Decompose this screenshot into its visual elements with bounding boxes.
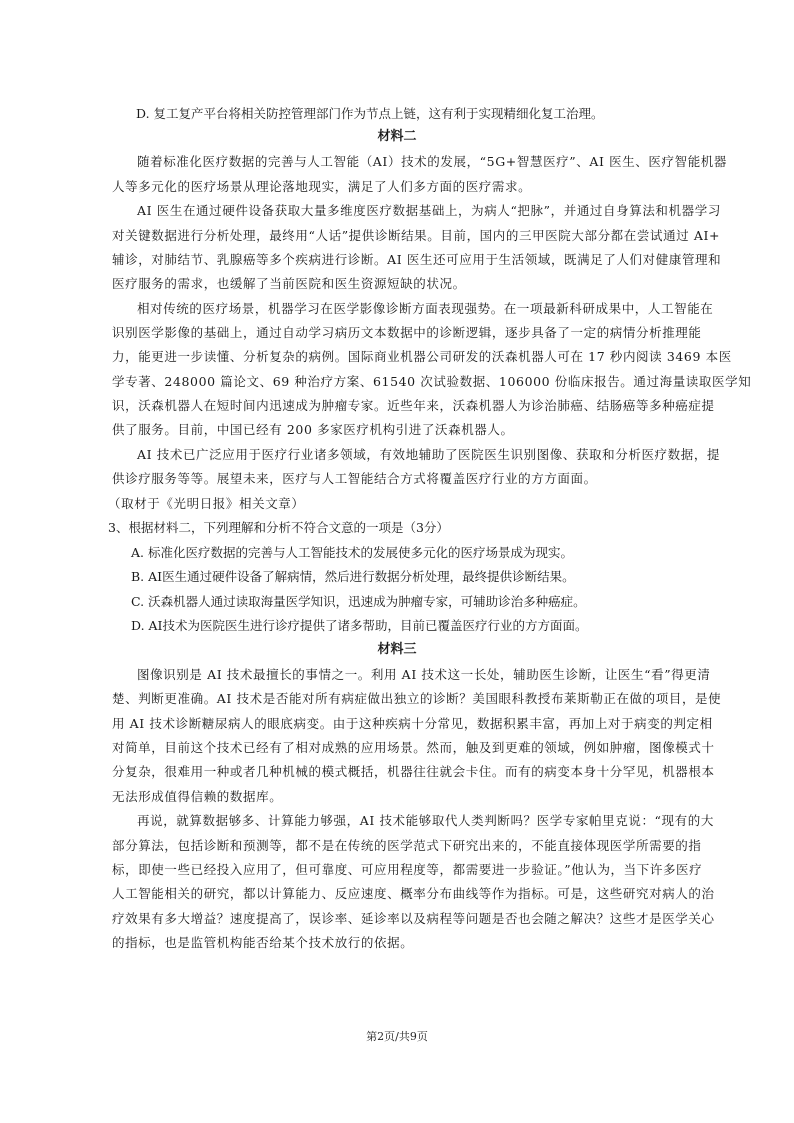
question3-option-c: C. 沃森机器人通过读取海量医学知识，迅速成为肿瘤专家，可辅助诊治多种癌症。	[131, 594, 586, 609]
m3-p2-line: 部分算法，包括诊断和预测等，都不是在传统的医学范式下研究出来的，不能直接体现医学所需要的指	[112, 838, 702, 853]
m2-p2-line: 对关键数据进行分析处理，最终用“人话”提供诊断结果。目前，国内的三甲医院大部分都在尝试通过 AI+	[112, 228, 721, 243]
m3-p1-line: 无法形成值得信赖的数据库。	[112, 789, 283, 804]
question3-option-a: A. 标准化医疗数据的完善与人工智能技术的发展使多元化的医疗场景成为现实。	[131, 545, 573, 560]
m3-p2-line: 人工智能相关的研究，都以计算能力、反应速度、概率分布曲线等作为指标。可是，这些研究对病人的治	[112, 886, 715, 901]
m2-p4-line: AI 技术已广泛应用于医疗行业诸多领域，有效地辅助了医院医生识别图像、获取和分析医疗数据，提	[137, 447, 721, 462]
m2-p1-line: 随着标准化医疗数据的完善与人工智能（AI）技术的发展，“5G+智慧医疗”、AI 医生、医疗智能机器	[137, 154, 727, 169]
m3-p1-line: 用 AI 技术诊断糖尿病人的眼底病变。由于这种疾病十分常见，数据积累丰富，再加上对于病变的判定相	[112, 716, 713, 731]
m2-source: （取材于《光明日报》相关文章）	[108, 496, 305, 511]
m3-p2-line: 再说，就算数据够多、计算能力够强，AI 技术能够取代人类判断吗？医学专家帕里克说：“现有的大	[137, 813, 714, 828]
carryover-option-d: D. 复工复产平台将相关防控管理部门作为节点上链，这有利于实现精细化复工治理。	[136, 106, 604, 121]
m3-p2-line: 疗效果有多大增益？速度提高了，误诊率、延诊率以及病程等问题是否也会随之解决？这些才是医学关心	[112, 911, 715, 926]
m2-p2-line: 辅诊，对肺结节、乳腺癌等多个疾病进行诊断。AI 医生还可应用于生活领域，既满足了人们对健康管理和	[112, 252, 722, 267]
material2-heading: 材料二	[377, 129, 417, 144]
m3-p2-line: 标，即使一些已经投入应用了，但可靠度、可应用程度等，都需要进一步验证。”他认为，当下许多医疗	[112, 862, 703, 877]
m2-p1-line: 人等多元化的医疗场景从理论落地现实，满足了人们多方面的医疗需求。	[112, 179, 532, 194]
m3-p1-line: 楚、判断更准确。AI 技术是否能对所有病症做出独立的诊断？美国眼科教授布莱斯勒正在做的项目，是使	[112, 691, 722, 706]
page-number: 第2页/共9页	[366, 1030, 428, 1043]
m3-p1-line: 图像识别是 AI 技术最擅长的事情之一。利用 AI 技术这一长处，辅助医生诊断，让医生“看”得更清	[137, 667, 711, 682]
question3-stem: 3、根据材料二，下列理解和分析不符合文意的一项是（3分）	[108, 520, 449, 535]
m2-p4-line: 供诊疗服务等等。展望未来，医疗与人工智能结合方式将覆盖医疗行业的方方面面。	[112, 471, 597, 486]
m2-p3-line: 学专著、248000 篇论文、69 种治疗方案、61540 次试验数据、106000 份临床报告。通过海量读取医学知	[112, 374, 752, 389]
m2-p3-line: 供了服务。目前，中国已经有 200 多家医疗机构引进了沃森机器人。	[112, 422, 514, 437]
m2-p2-line: 医疗服务的需求，也缓解了当前医院和医生资源短缺的状况。	[112, 276, 466, 291]
question3-option-b: B. AI医生通过硬件设备了解病情，然后进行数据分析处理，最终提供诊断结果。	[131, 569, 575, 584]
m3-p2-line: 的指标，也是监管机构能否给某个技术放行的依据。	[112, 935, 414, 950]
m3-p1-line: 对简单，目前这个技术已经有了相对成熟的应用场景。然而，触及到更难的领域，例如肿瘤，图像模式十	[112, 740, 715, 755]
m2-p3-line: 力，能更进一步读懂、分析复杂的病例。国际商业机器公司研发的沃森机器人可在 17 秒内阅读 3469 本医	[112, 349, 732, 364]
material3-heading: 材料三	[377, 642, 417, 657]
m2-p3-line: 识别医学影像的基础上，通过自动学习病历文本数据中的诊断逻辑，逐步具备了一定的病情分析推理能	[112, 325, 702, 340]
m2-p2-line: AI 医生在通过硬件设备获取大量多维度医疗数据基础上，为病人“把脉”，并通过自身算法和机器学习	[137, 203, 721, 218]
m2-p3-line: 相对传统的医疗场景，机器学习在医学影像诊断方面表现强势。在一项最新科研成果中，人工智能在	[137, 301, 714, 316]
m2-p3-line: 识，沃森机器人在短时间内迅速成为肿瘤专家。近些年来，沃森机器人为诊治肺癌、结肠癌等多种癌症提	[112, 398, 715, 413]
question3-option-d: D. AI技术为医院医生进行诊疗提供了诸多帮助，目前已覆盖医疗行业的方方面面。	[131, 618, 588, 633]
m3-p1-line: 分复杂，很难用一种或者几种机械的模式概括，机器往往就会卡住。而有的病变本身十分罕见，机器根本	[112, 764, 715, 779]
